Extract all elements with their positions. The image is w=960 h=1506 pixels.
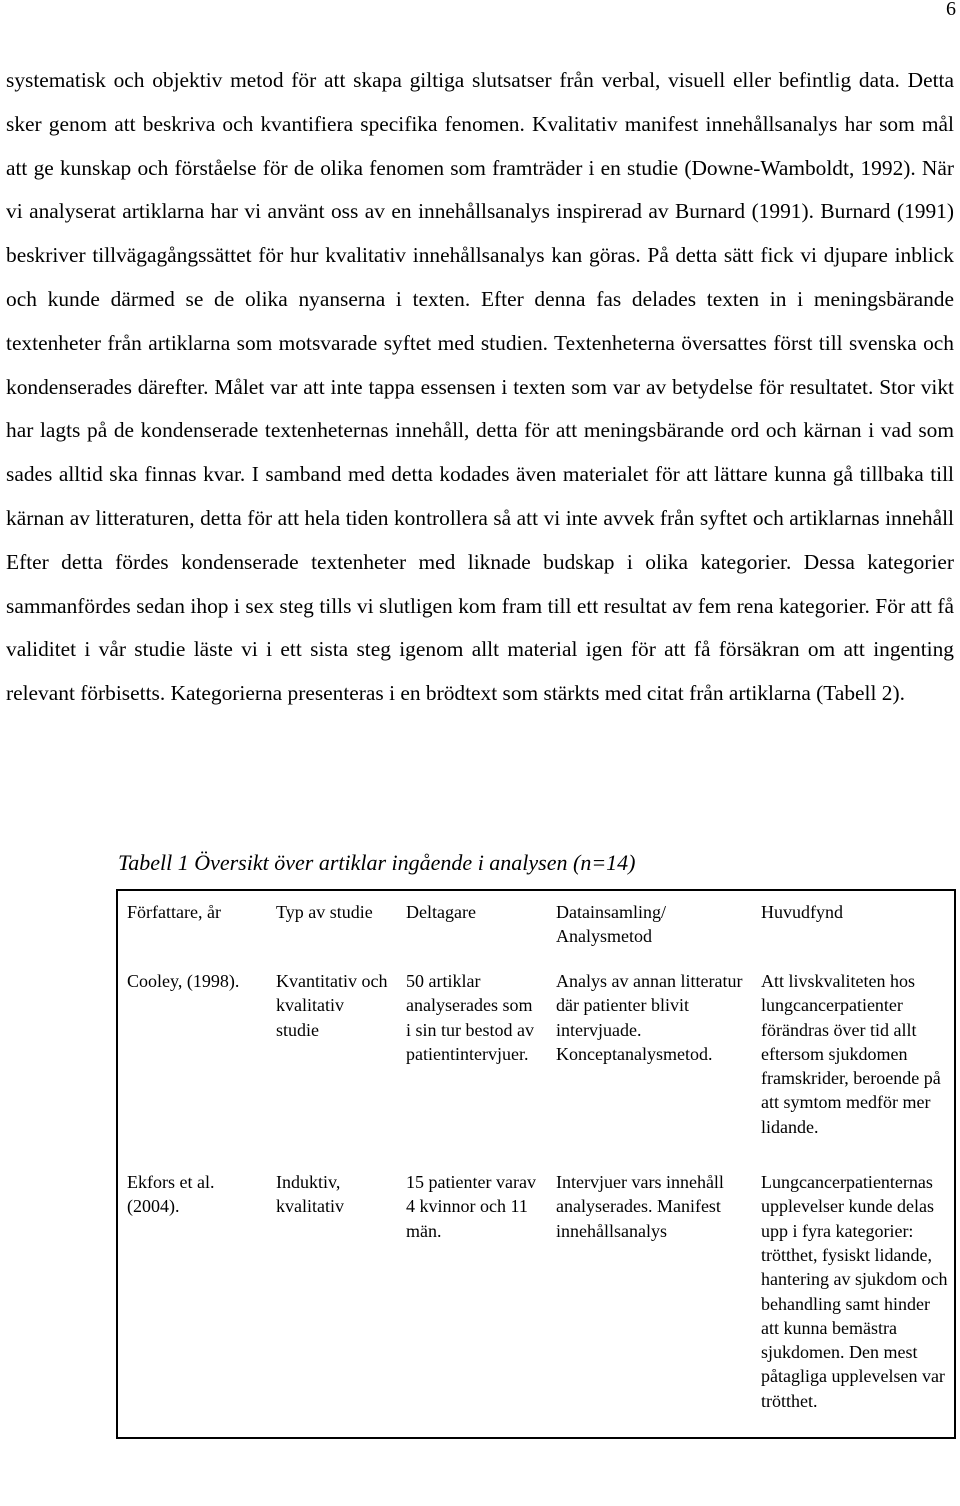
page-number: 6 — [946, 0, 956, 20]
body-paragraph: systematisk och objektiv metod för att skapa giltiga slutsatser från verbal, visuell eller befintlig data. Detta sker genom att beskriva och kvantifiera specifika fenomen. Kvalitativ manifest innehållsanalys har som mål att ge kunskap och förståelse för de olika fenomen som framträder i en studie (Downe-Wamboldt, 1992). När vi analyserat artiklarna har vi använt oss av en innehållsanalys inspirerad av Burnard (1991). Burnard (1991) beskriver tillvägagångssättet för hur kvalitativ innehållsanalys kan göras. På detta sätt fick vi djupare inblick och kunde därmed se de olika nyanserna i texten. Efter denna fas delades texten in i meningsbärande textenheter från artiklarna som motsvarade syftet med studien. Textenheterna översattes först till svenska och kondenserades därefter. Målet var att inte tappa essensen i texten som var av betydelse för resultatet. Stor vikt har lagts på de kondenserade textenheternas innehåll, detta för att meningsbärande ord och kärnan i vad som sades alltid ska finnas kvar. I samband med detta kodades även materialet för att lättare kunna gå tillbaka till kärnan av litteraturen, detta för att hela tiden kontrollera så att vi inte avvek från syftet och artiklarnas innehåll Efter detta fördes kondenserade textenheter med liknade budskap i olika kategorier. Dessa kategorier sammanfördes sedan ihop i sex steg tills vi slutligen kom fram till ett resultat av fem rena kategorier. För att få validitet i vår studie läste vi i ett sista steg igenom allt material igen för att få försäkran om att ingenting relevant förbisetts. Kategorierna presenteras i en brödtext som stärkts med citat från artiklarna (Tabell 2). — [6, 68, 954, 706]
table-header-row — [117, 890, 955, 962]
header-main-findings: Huvudfynd — [761, 902, 843, 922]
cell-participants: 50 artiklar analyserades som i sin tur bestod av patientintervjuer. — [406, 971, 534, 1064]
cell-participants: 15 patienter varav 4 kvinnor och 11 män. — [406, 1172, 536, 1241]
header-author-year: Författare, år — [127, 902, 221, 922]
cell-study-type: Kvantitativ och kvalitativ studie — [276, 971, 388, 1040]
header-data-collection-method: Datainsamling/ Analysmetod — [556, 902, 666, 947]
table-header — [117, 890, 955, 962]
article-overview-table — [116, 889, 956, 1439]
table-row — [117, 962, 955, 1163]
table-caption: Tabell 1 Översikt över artiklar ingående i analysen (n=14) — [118, 850, 636, 875]
cell-study-type: Induktiv, kvalitativ — [276, 1172, 344, 1217]
header-study-type: Typ av studie — [276, 902, 373, 922]
header-participants: Deltagare — [406, 902, 476, 922]
cell-author-year: Cooley, (1998). — [127, 971, 240, 991]
cell-main-findings: Att livskvaliteten hos lungcancerpatienter förändras över tid allt eftersom sjukdomen framskrider, beroende på att symtom medför mer lidande. — [761, 971, 941, 1137]
cell-data-collection-method: Intervjuer vars innehåll analyserades. Manifest innehållsanalys — [556, 1172, 724, 1241]
table-row — [117, 1163, 955, 1438]
cell-data-collection-method: Analys av annan litteratur där patienter blivit intervjuade. Konceptanalysmetod. — [556, 971, 743, 1064]
cell-main-findings: Lungcancerpatienternas upplevelser kunde delas upp i fyra kategorier: trötthet, fysiskt lidande, hantering av sjukdom och behandling samt hinder att kunna bemästra sjukdomen. Den mest påtagliga upplevelsen var trötthet. — [761, 1172, 948, 1411]
cell-author-year: Ekfors et al. (2004). — [127, 1172, 215, 1217]
table-body — [117, 962, 955, 1438]
